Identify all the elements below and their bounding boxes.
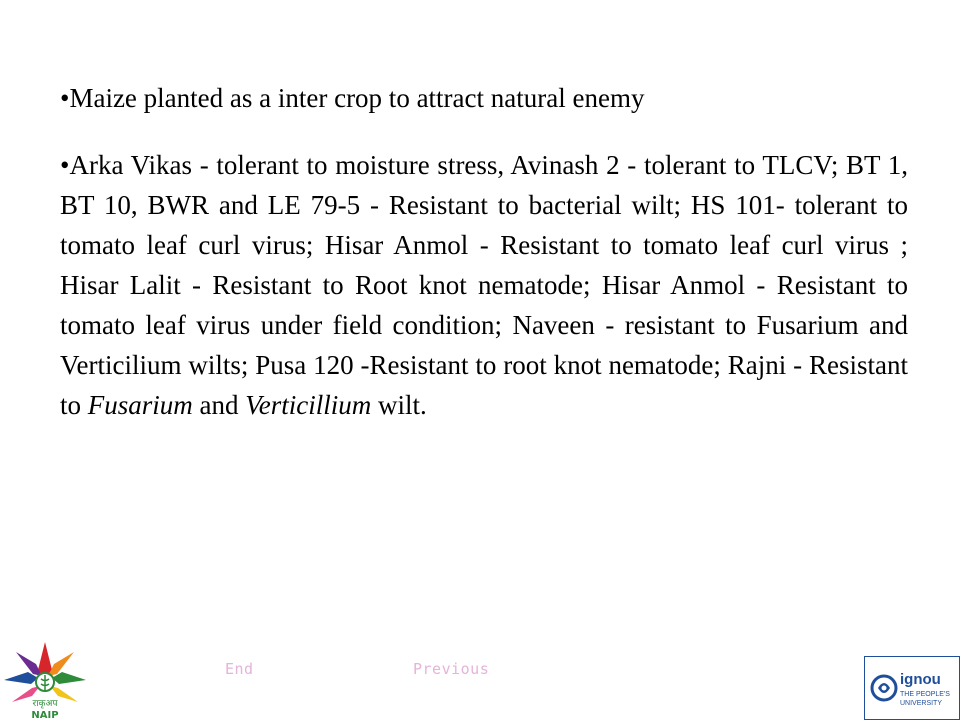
varieties-connector: and bbox=[192, 390, 246, 420]
ignou-tagline-2: UNIVERSITY bbox=[900, 700, 943, 707]
fusarium-italic: Fusarium bbox=[87, 390, 193, 420]
naip-text: NAIP bbox=[31, 710, 59, 720]
slide-content bbox=[60, 78, 908, 425]
previous-link[interactable]: Previous bbox=[413, 660, 490, 678]
varieties-text: •Arka Vikas - tolerant to moisture stress, Avinash 2 - tolerant to TLCV; BT 1, BT 10, BWR and LE 79-5 - Resistant to bacterial wilt; HS 101- tolerant to tomato leaf curl virus; Hisar Anmol - Resistant to tomato leaf curl virus ; Hisar Lalit - Resistant to Root knot nematode; Hisar Anmol - Resistant to tomato leaf virus under field condition; Naveen - resistant to Fusarium and Verticilium wilts; Pusa 120 -Resistant to root knot nematode; Rajni - Resistant to bbox=[60, 150, 908, 420]
end-link[interactable]: End bbox=[225, 660, 254, 678]
bullet-resistant-varieties bbox=[60, 145, 908, 425]
naip-hindi-text: राकृअप bbox=[32, 699, 58, 709]
ignou-text: ignou bbox=[900, 671, 941, 688]
naip-logo bbox=[2, 640, 88, 720]
varieties-suffix: wilt. bbox=[371, 390, 427, 420]
bullet-maize-intercrop: •Maize planted as a inter crop to attract natural enemy bbox=[60, 83, 645, 113]
verticillium-italic: Verticillium bbox=[245, 390, 372, 420]
ignou-tagline-1: THE PEOPLE'S bbox=[900, 691, 950, 698]
naip-star-icon bbox=[4, 642, 86, 702]
ignou-logo bbox=[864, 656, 960, 720]
